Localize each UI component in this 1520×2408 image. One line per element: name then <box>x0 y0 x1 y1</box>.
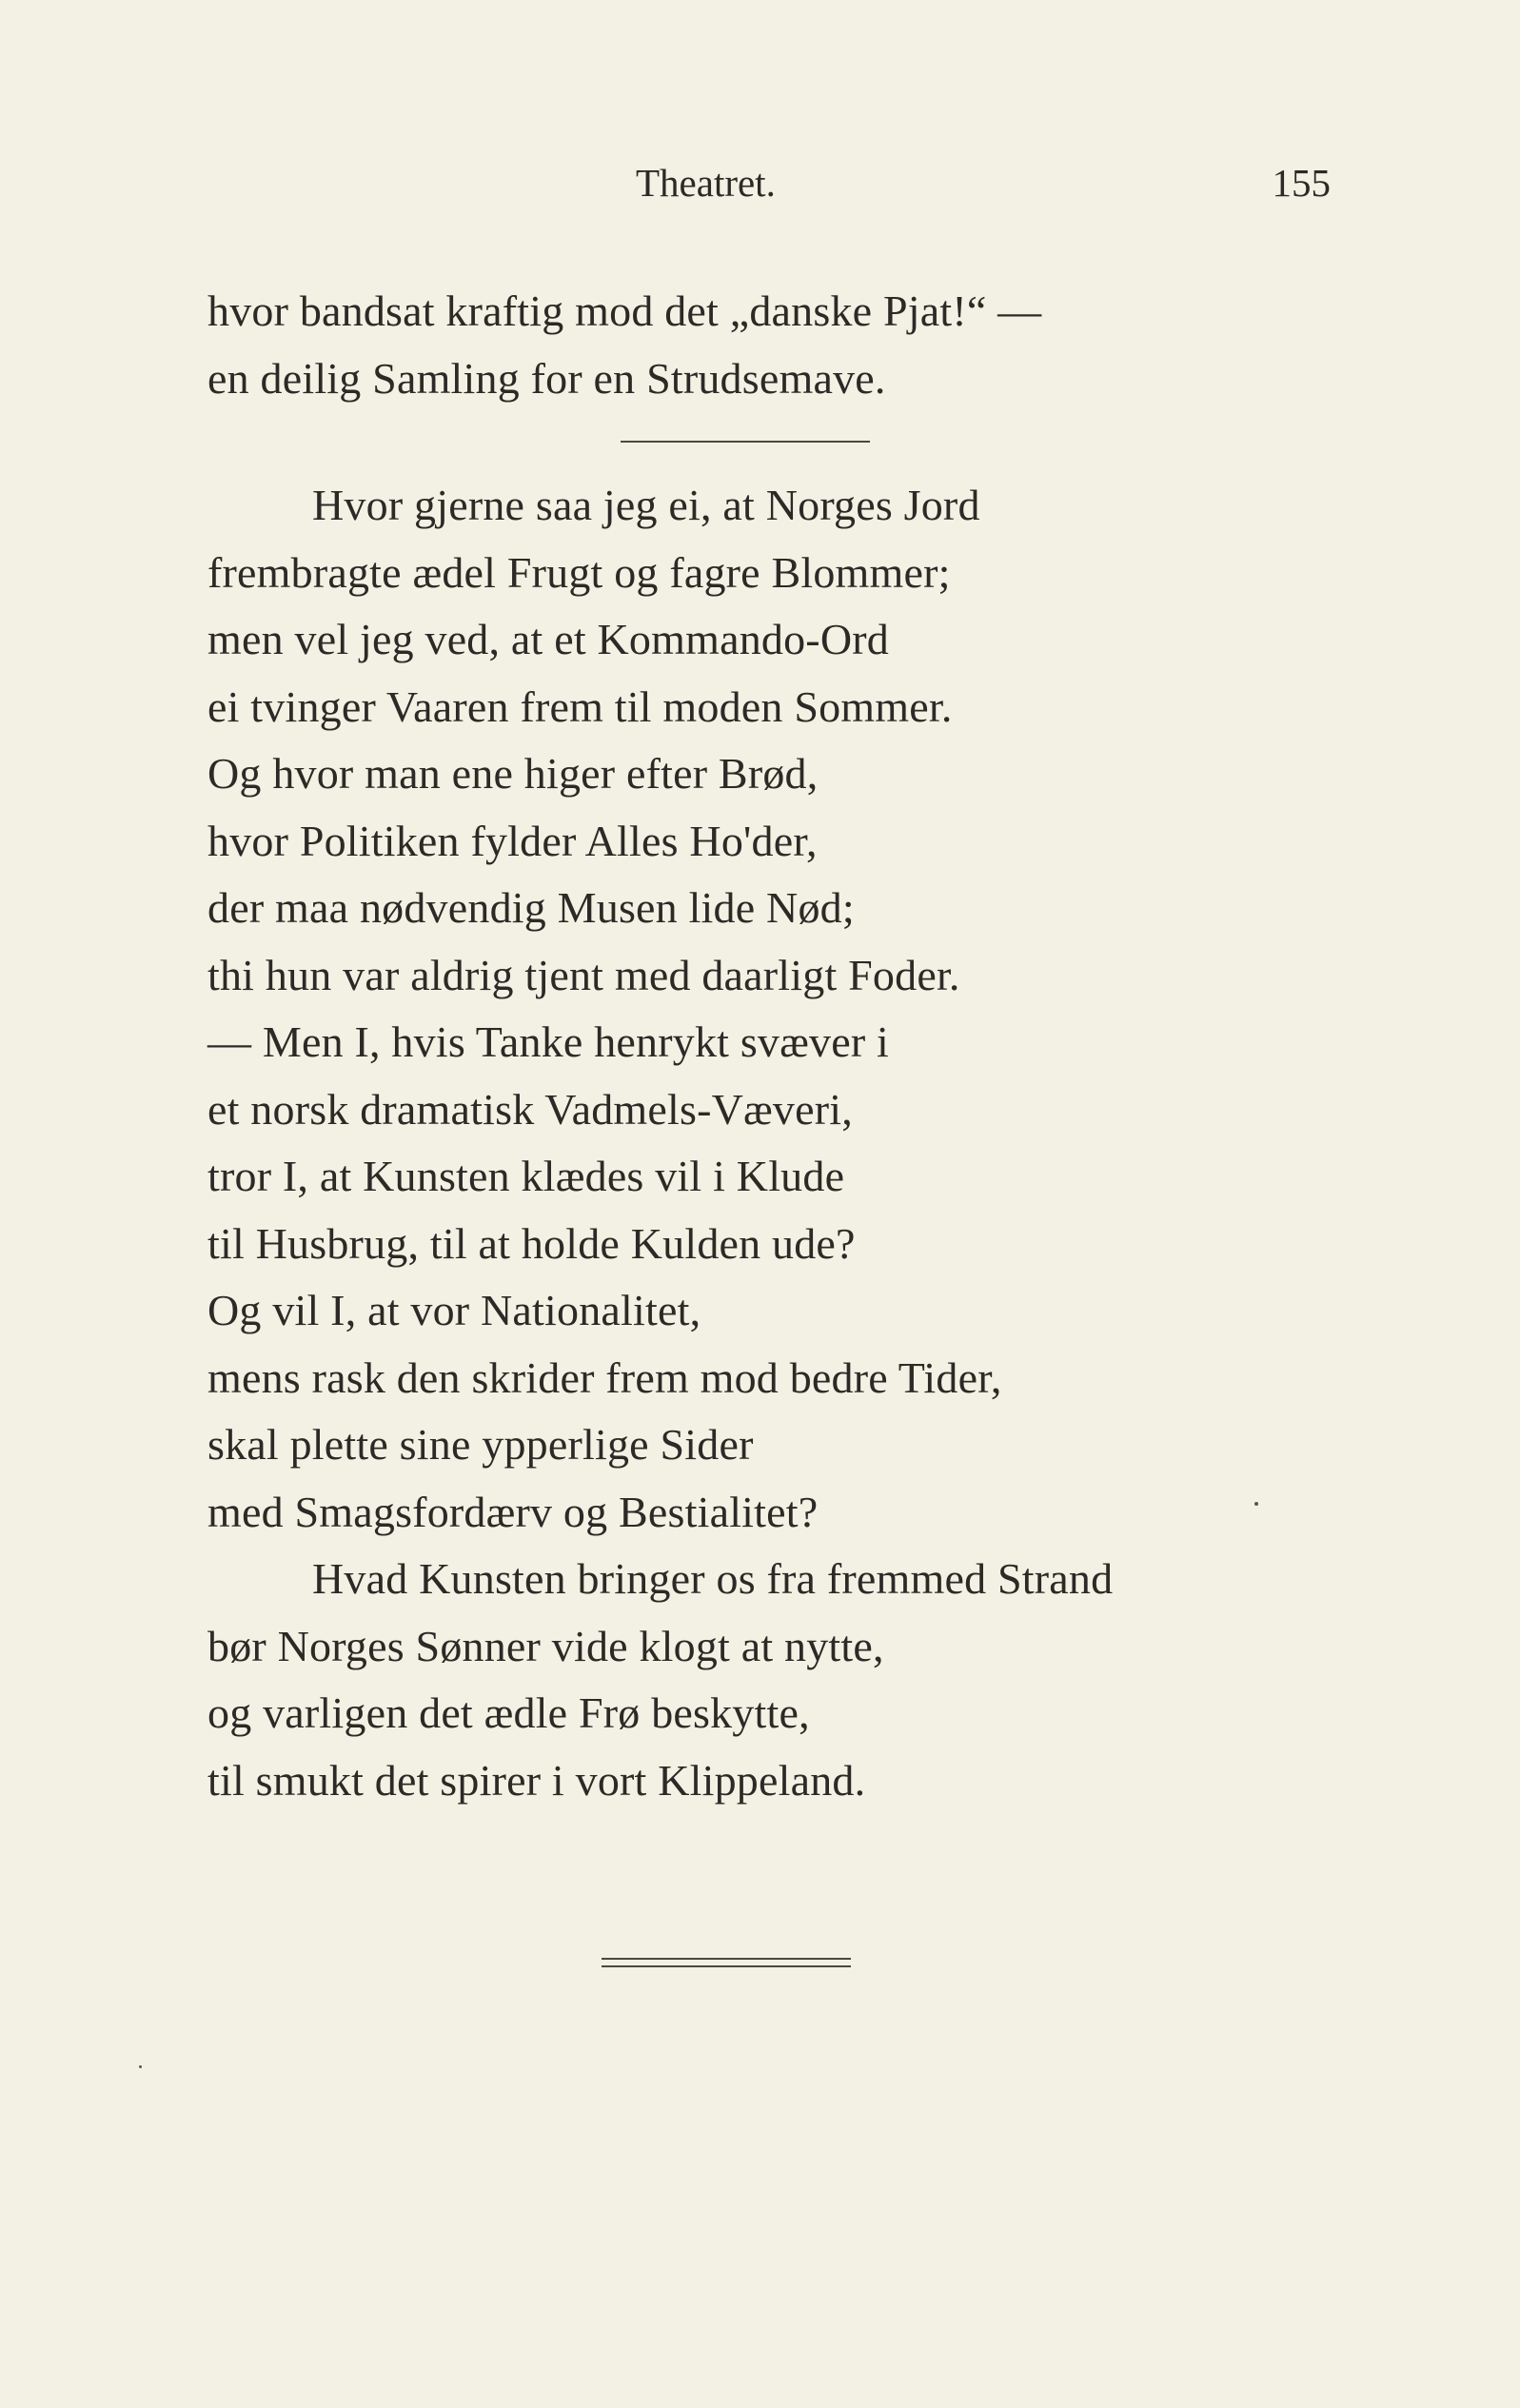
end-divider-line <box>602 1965 851 1967</box>
verse-line: skal plette sine ypperlige Sider <box>207 1420 754 1469</box>
verse-line: mens rask den skrider frem mod bedre Tider, <box>207 1352 1002 1402</box>
verse-line: til Husbrug, til at holde Kulden ude? <box>207 1218 856 1268</box>
verse-line: til smukt det spirer i vort Klippeland. <box>207 1755 866 1805</box>
verse-line: — Men I, hvis Tanke henrykt svæver i <box>207 1017 890 1066</box>
poem-stanza <box>207 472 1350 1814</box>
print-speck <box>139 2065 142 2068</box>
verse-line: tror I, at Kunsten klædes vil i Klude <box>207 1152 845 1200</box>
verse-line: men vel jeg ved, at et Kommando-Ord <box>207 615 889 663</box>
section-divider <box>621 441 870 443</box>
verse-line: med Smagsfordærv og Bestialitet? <box>207 1487 819 1536</box>
end-divider-line <box>602 1958 851 1960</box>
verse-line: Og vil I, at vor Nationalitet, <box>207 1286 701 1334</box>
verse-continuation <box>207 278 1350 412</box>
end-divider <box>602 1958 851 1971</box>
verse-line: der maa nødvendig Musen lide Nød; <box>207 883 855 932</box>
verse-line: Hvad Kunsten bringer os fra fremmed Strand <box>312 1554 1114 1603</box>
verse-line: bør Norges Sønner vide klogt at nytte, <box>207 1621 884 1670</box>
page-number: 155 <box>1272 161 1331 205</box>
verse-line: og varligen det ædle Frø beskytte, <box>207 1688 810 1737</box>
verse-line: Og hvor man ene higer efter Brød, <box>207 749 819 798</box>
verse-line: frembragte ædel Frugt og fagre Blommer; <box>207 547 951 597</box>
verse-line: hvor bandsat kraftig mod det „danske Pjat!“ — <box>207 286 1042 335</box>
verse-line: et norsk dramatisk Vadmels-Væveri, <box>207 1084 853 1134</box>
verse-line: en deilig Samling for en Strudsemave. <box>207 353 886 403</box>
verse-line: ei tvinger Vaaren frem til moden Sommer. <box>207 681 953 731</box>
running-title: Theatret. <box>636 161 776 205</box>
running-head <box>207 160 1331 213</box>
verse-line: thi hun var aldrig tjent med daarligt Foder. <box>207 950 960 999</box>
verse-line: Hvor gjerne saa jeg ei, at Norges Jord <box>312 481 980 529</box>
print-speck <box>1254 1502 1258 1506</box>
verse-line: hvor Politiken fylder Alles Ho'der, <box>207 816 818 865</box>
